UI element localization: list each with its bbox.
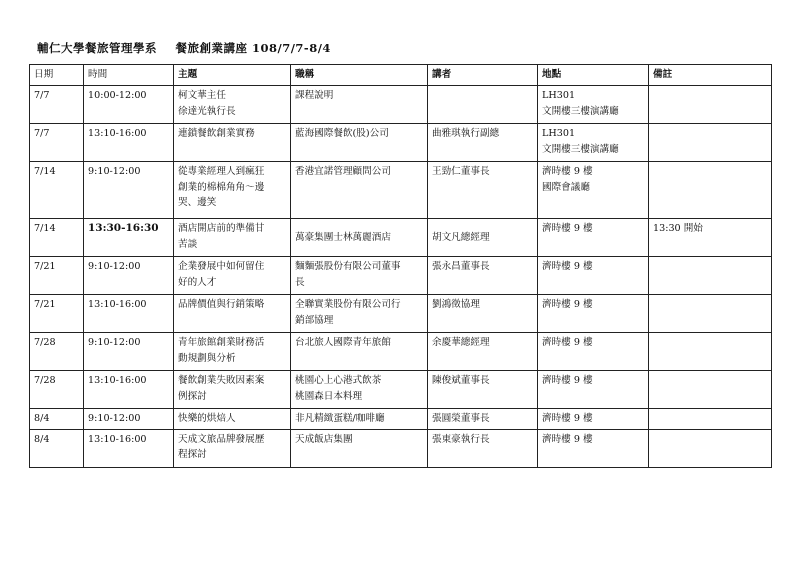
cell-location: 濟時樓 9 樓	[538, 295, 649, 333]
table-row	[30, 295, 772, 333]
cell-location: 濟時樓 9 樓	[538, 429, 649, 467]
cell-note	[649, 162, 772, 219]
table-row	[30, 371, 772, 409]
cell-date: 7/21	[30, 295, 84, 333]
cell-time: 13:10-16:00	[84, 124, 174, 162]
col-header-topic: 主題	[174, 65, 291, 86]
cell-location: 濟時樓 9 樓	[538, 409, 649, 430]
header-row	[30, 65, 772, 86]
cell-location: LH301 文開樓三樓演講廳	[538, 86, 649, 124]
cell-speaker: 張永昌董事長	[428, 257, 538, 295]
cell-note	[649, 333, 772, 371]
cell-speaker: 曲雅琪執行副總	[428, 124, 538, 162]
cell-date: 7/7	[30, 86, 84, 124]
cell-note	[649, 371, 772, 409]
cell-topic: 青年旅館創業財務活 動規劃與分析	[174, 333, 291, 371]
page-title	[37, 40, 345, 56]
cell-speaker: 王勁仁董事長	[428, 162, 538, 219]
cell-topic: 從專業經理人到瘋狂 創業的棉棉角角～邊 哭、邊笑	[174, 162, 291, 219]
col-header-location: 地點	[538, 65, 649, 86]
table-row	[30, 86, 772, 124]
cell-time: 9:10-12:00	[84, 333, 174, 371]
cell-title: 香港宜諾管理顧問公司	[291, 162, 428, 219]
cell-note	[649, 257, 772, 295]
table-row	[30, 257, 772, 295]
cell-time: 13:10-16:00	[84, 295, 174, 333]
table-row	[30, 333, 772, 371]
schedule-table	[29, 64, 772, 468]
col-header-time: 時間	[84, 65, 174, 86]
cell-time: 13:30-16:30	[84, 219, 174, 257]
table-row	[30, 162, 772, 219]
cell-speaker: 劉鴻徵協理	[428, 295, 538, 333]
cell-speaker: 余慶華總經理	[428, 333, 538, 371]
cell-location: 濟時樓 9 樓	[538, 333, 649, 371]
cell-title: 天成飯店集團	[291, 429, 428, 467]
table-row	[30, 219, 772, 257]
cell-title: 全聯實業股份有限公司行 銷部協理	[291, 295, 428, 333]
table-row	[30, 409, 772, 430]
cell-speaker	[428, 86, 538, 124]
school-name: 輔仁大學餐旅管理學系	[37, 41, 157, 55]
course-name: 餐旅創業講座 108/7/7-8/4	[175, 41, 331, 55]
cell-title: 台北旅人國際青年旅館	[291, 333, 428, 371]
cell-title: 課程說明	[291, 86, 428, 124]
cell-location: 濟時樓 9 樓	[538, 257, 649, 295]
cell-time: 13:10-16:00	[84, 371, 174, 409]
cell-time: 10:00-12:00	[84, 86, 174, 124]
cell-note	[649, 295, 772, 333]
cell-date: 8/4	[30, 409, 84, 430]
cell-date: 7/7	[30, 124, 84, 162]
cell-time: 13:10-16:00	[84, 429, 174, 467]
col-header-speaker: 講者	[428, 65, 538, 86]
col-header-date: 日期	[30, 65, 84, 86]
cell-time: 9:10-12:00	[84, 257, 174, 295]
cell-title: 桃園心上心港式飲茶 桃園森日本料理	[291, 371, 428, 409]
cell-speaker: 張圓榮董事長	[428, 409, 538, 430]
cell-title: 麵麵張股份有限公司董事 長	[291, 257, 428, 295]
cell-topic: 品牌價值與行銷策略	[174, 295, 291, 333]
cell-date: 8/4	[30, 429, 84, 467]
cell-location: LH301 文開樓三樓演講廳	[538, 124, 649, 162]
cell-topic: 天成文旅品牌發展歷 程探討	[174, 429, 291, 467]
table-row	[30, 124, 772, 162]
cell-note	[649, 409, 772, 430]
col-header-note: 備註	[649, 65, 772, 86]
cell-title: 藍海國際餐飲(股)公司	[291, 124, 428, 162]
cell-speaker: 張東豪執行長	[428, 429, 538, 467]
cell-title: 非凡精緻蛋糕/咖啡廳	[291, 409, 428, 430]
cell-date: 7/14	[30, 162, 84, 219]
cell-location: 濟時樓 9 樓 國際會議廳	[538, 162, 649, 219]
cell-note	[649, 429, 772, 467]
cell-topic: 餐飲創業失敗因素案 例探討	[174, 371, 291, 409]
cell-topic: 柯文華主任 徐達光執行長	[174, 86, 291, 124]
cell-location: 濟時樓 9 樓	[538, 219, 649, 257]
cell-date: 7/21	[30, 257, 84, 295]
cell-title: 萬豪集團士林萬麗酒店	[291, 219, 428, 257]
cell-topic: 快樂的烘焙人	[174, 409, 291, 430]
cell-speaker: 陳俊斌董事長	[428, 371, 538, 409]
cell-time: 9:10-12:00	[84, 162, 174, 219]
cell-time: 9:10-12:00	[84, 409, 174, 430]
cell-topic: 酒店開店前的準備甘 苦談	[174, 219, 291, 257]
cell-note	[649, 86, 772, 124]
cell-note: 13:30 開始	[649, 219, 772, 257]
cell-date: 7/28	[30, 371, 84, 409]
col-header-title: 職稱	[291, 65, 428, 86]
cell-topic: 連鎖餐飲創業實務	[174, 124, 291, 162]
cell-location: 濟時樓 9 樓	[538, 371, 649, 409]
cell-note	[649, 124, 772, 162]
table-row	[30, 429, 772, 467]
cell-speaker: 胡文凡總經理	[428, 219, 538, 257]
cell-topic: 企業發展中如何留住 好的人才	[174, 257, 291, 295]
cell-date: 7/28	[30, 333, 84, 371]
cell-date: 7/14	[30, 219, 84, 257]
